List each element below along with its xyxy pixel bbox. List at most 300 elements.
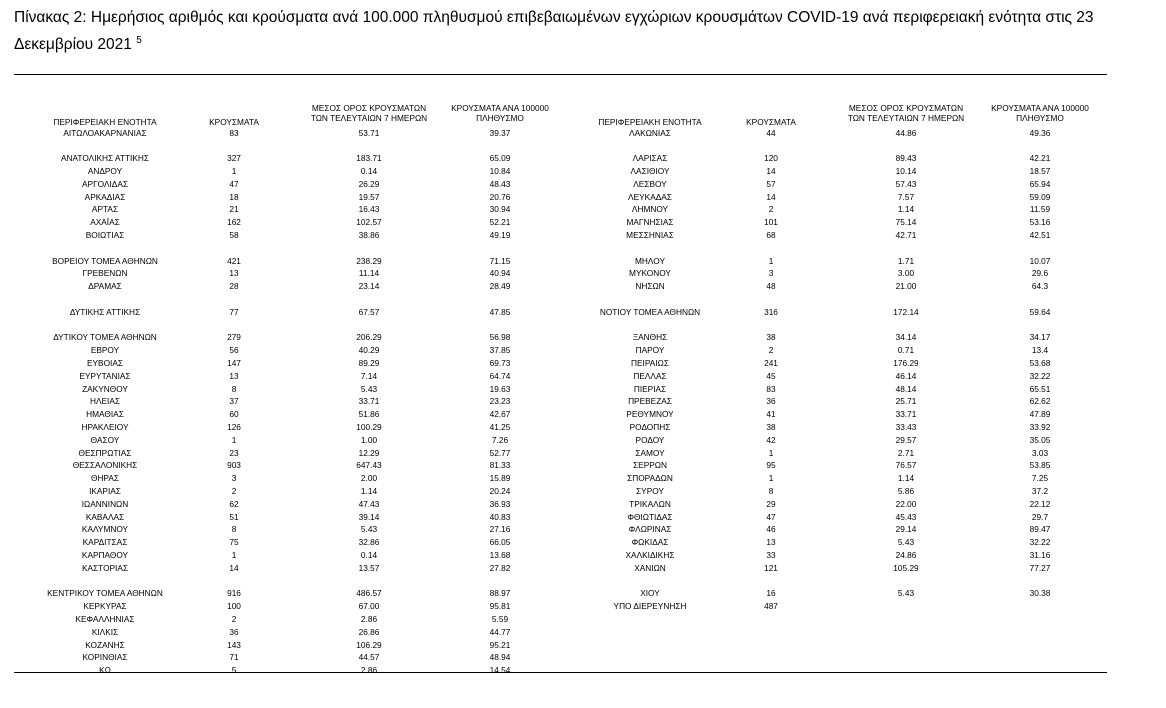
left-per100k-cell: 66.05 [489,537,511,548]
left-cases-cell: 36 [229,626,239,637]
right-per100k-cell: 29.7 [1031,511,1049,522]
right-cases-cell: 14 [766,191,776,202]
right-region-cell: ΣΥΡΟΥ [636,485,664,496]
right-region-cell: ΠΡΕΒΕΖΑΣ [628,396,672,407]
left-region-cell: ΚΑΡΔΙΤΣΑΣ [82,537,128,548]
right-cases-cell: 487 [764,601,778,612]
right-region-cell: ΛΕΥΚΑΔΑΣ [628,191,672,202]
left-cases-cell: 126 [227,421,241,432]
right-avg7-cell: 29.14 [895,524,917,535]
right-region-cell: ΧΑΝΙΩΝ [634,562,666,573]
right-region-cell: ΥΠΟ ΔΙΕΡΕΥΝΗΣΗ [613,601,687,612]
right-per100k-cell: 89.47 [1029,524,1051,535]
left-per100k-cell: 39.37 [489,127,511,138]
left-per100k-cell: 27.16 [489,524,511,535]
left-cases-cell: 421 [227,255,241,266]
right-avg7-cell: 21.00 [895,281,917,292]
right-avg7-cell: 176.29 [893,357,919,368]
right-per100k-cell: 37.2 [1031,485,1049,496]
right-cases-cell: 2 [768,345,774,356]
header-avg7-line2: ΤΩΝ ΤΕΛΕΥΤΑΙΩΝ 7 ΗΜΕΡΩΝ [847,113,965,123]
right-region-cell: ΦΩΚΙΔΑΣ [631,537,669,548]
left-cases-cell: 916 [227,588,241,599]
left-region-cell: ΑΡΚΑΔΙΑΣ [84,191,126,202]
right-cases-cell: 42 [766,434,776,445]
left-cases-cell: 71 [229,652,239,663]
left-region-cell: ΚΑΡΠΑΘΟΥ [81,549,129,560]
left-per100k-cell: 52.77 [489,447,511,458]
right-per100k-cell: 62.62 [1029,396,1051,407]
left-cases-cell: 18 [229,191,239,202]
left-cases-cell: 903 [227,460,241,471]
right-region-cell: ΛΗΜΝΟΥ [631,204,669,215]
left-avg7-cell: 67.00 [358,601,380,612]
left-avg7-cell: 11.14 [358,268,380,279]
right-cases-cell: 1 [768,447,774,458]
right-per100k-cell: 7.25 [1031,473,1049,484]
right-avg7-cell: 1.14 [897,204,915,215]
left-region-cell: ΔΥΤΙΚΗΣ ΑΤΤΙΚΗΣ [69,306,141,317]
left-cases-cell: 147 [227,357,241,368]
header-region-left: ΠΕΡΙΦΕΡΕΙΑΚΗ ΕΝΟΤΗΤΑ [53,117,157,127]
right-region-cell: ΡΕΘΥΜΝΟΥ [626,409,674,420]
left-region-cell: ΚΟΖΑΝΗΣ [85,639,125,650]
left-cases-cell: 8 [231,383,237,394]
left-per100k-cell: 15.89 [489,473,511,484]
right-cases-cell: 95 [766,460,776,471]
right-cases-cell: 8 [768,485,774,496]
header-per100k-right [970,103,1110,123]
left-per100k-cell: 10.84 [489,165,511,176]
right-avg7-cell: 3.00 [897,268,915,279]
right-cases-cell: 14 [766,165,776,176]
left-region-cell: ΕΥΒΟΙΑΣ [86,357,124,368]
left-cases-cell: 8 [231,524,237,535]
right-per100k-cell: 3.03 [1031,447,1049,458]
left-avg7-cell: 51.86 [358,409,380,420]
left-avg7-cell: 2.86 [360,665,378,676]
right-avg7-cell: 75.14 [895,217,917,228]
right-region-cell: ΤΡΙΚΑΛΩΝ [629,498,671,509]
right-per100k-cell: 30.38 [1029,588,1051,599]
left-cases-cell: 14 [229,562,239,573]
right-per100k-cell: 47.89 [1029,409,1051,420]
left-region-cell: ΚΑΒΑΛΑΣ [85,511,125,522]
right-cases-cell: 241 [764,357,778,368]
right-region-cell: ΜΗΛΟΥ [635,255,665,266]
left-avg7-cell: 183.71 [356,153,382,164]
left-cases-cell: 75 [229,537,239,548]
right-region-cell: ΛΑΚΩΝΙΑΣ [629,127,671,138]
left-per100k-cell: 40.94 [489,268,511,279]
right-cases-cell: 83 [766,383,776,394]
header-region-right: ΠΕΡΙΦΕΡΕΙΑΚΗ ΕΝΟΤΗΤΑ [598,117,702,127]
right-cases-cell: 33 [766,549,776,560]
left-region-cell: ΑΡΤΑΣ [91,204,119,215]
left-cases-cell: 143 [227,639,241,650]
right-avg7-cell: 33.71 [895,409,917,420]
right-cases-cell: 47 [766,511,776,522]
left-per100k-cell: 48.43 [489,178,511,189]
right-avg7-cell: 48.14 [895,383,917,394]
left-avg7-cell: 16.43 [358,204,380,215]
right-per100k-cell: 29.6 [1031,268,1049,279]
left-avg7-cell: 26.86 [358,626,380,637]
header-per100k-left [430,103,570,123]
left-per100k-cell: 56.98 [489,332,511,343]
left-per100k-cell: 95.21 [489,639,511,650]
left-region-cell: ΚΙΛΚΙΣ [91,626,119,637]
right-avg7-cell: 42.71 [895,229,917,240]
left-avg7-cell: 486.57 [356,588,382,599]
left-avg7-cell: 1.00 [360,434,378,445]
left-per100k-cell: 65.09 [489,153,511,164]
left-avg7-cell: 102.57 [356,217,382,228]
right-cases-cell: 38 [766,332,776,343]
left-cases-cell: 58 [229,229,239,240]
left-region-cell: ΚΕΦΑΛΛΗΝΙΑΣ [75,613,135,624]
left-cases-cell: 23 [229,447,239,458]
left-per100k-cell: 40.83 [489,511,511,522]
left-cases-cell: 1 [231,434,237,445]
left-cases-cell: 327 [227,153,241,164]
left-cases-cell: 37 [229,396,239,407]
right-cases-cell: 2 [768,204,774,215]
left-avg7-cell: 238.29 [356,255,382,266]
right-cases-cell: 1 [768,473,774,484]
right-per100k-cell: 32.22 [1029,370,1051,381]
right-per100k-cell: 18.57 [1029,165,1051,176]
left-cases-cell: 13 [229,370,239,381]
left-avg7-cell: 39.14 [358,511,380,522]
right-avg7-cell: 5.43 [897,537,915,548]
left-region-cell: ΚΩ [99,665,111,676]
right-avg7-cell: 22.00 [895,498,917,509]
header-per100k-line2: ΠΛΗΘΥΣΜΟ [476,113,524,123]
left-region-cell: ΖΑΚΥΝΘΟΥ [82,383,128,394]
header-avg7-line1: ΜΕΣΟΣ ΟΡΟΣ ΚΡΟΥΣΜΑΤΩΝ [848,103,964,113]
left-avg7-cell: 5.43 [360,524,378,535]
table-caption [14,6,1124,56]
right-avg7-cell: 1.71 [897,255,915,266]
left-region-cell: ΚΟΡΙΝΘΙΑΣ [82,652,128,663]
left-cases-cell: 279 [227,332,241,343]
right-region-cell: ΜΑΓΝΗΣΙΑΣ [626,217,674,228]
right-region-cell: ΦΛΩΡΙΝΑΣ [628,524,672,535]
left-region-cell: ΓΡΕΒΕΝΩΝ [82,268,128,279]
left-avg7-cell: 38.86 [358,229,380,240]
left-per100k-cell: 20.24 [489,485,511,496]
left-per100k-cell: 71.15 [489,255,511,266]
right-cases-cell: 29 [766,498,776,509]
left-region-cell: ΔΡΑΜΑΣ [88,281,122,292]
right-per100k-cell: 53.68 [1029,357,1051,368]
right-region-cell: ΜΕΣΣΗΝΙΑΣ [626,229,674,240]
left-cases-cell: 162 [227,217,241,228]
left-avg7-cell: 67.57 [358,306,380,317]
right-cases-cell: 101 [764,217,778,228]
left-avg7-cell: 89.29 [358,357,380,368]
right-per100k-cell: 33.92 [1029,421,1051,432]
right-cases-cell: 57 [766,178,776,189]
header-cases-right: ΚΡΟΥΣΜΑΤΑ [746,117,796,127]
left-avg7-cell: 26.29 [358,178,380,189]
left-avg7-cell: 100.29 [356,421,382,432]
right-avg7-cell: 10.14 [895,165,917,176]
right-per100k-cell: 49.36 [1029,127,1051,138]
right-region-cell: ΠΕΙΡΑΙΩΣ [631,357,669,368]
right-per100k-cell: 59.09 [1029,191,1051,202]
right-region-cell: ΠΙΕΡΙΑΣ [633,383,667,394]
right-region-cell: ΡΟΔΟΠΗΣ [629,421,671,432]
right-per100k-cell: 65.51 [1029,383,1051,394]
right-avg7-cell: 29.57 [895,434,917,445]
right-avg7-cell: 33.43 [895,421,917,432]
left-cases-cell: 62 [229,498,239,509]
left-region-cell: ΗΛΕΙΑΣ [89,396,121,407]
left-per100k-cell: 37.85 [489,345,511,356]
left-avg7-cell: 44.57 [358,652,380,663]
right-cases-cell: 45 [766,370,776,381]
left-region-cell: ΑΙΤΩΛΟΑΚΑΡΝΑΝΙΑΣ [63,127,147,138]
left-avg7-cell: 33.71 [358,396,380,407]
left-avg7-cell: 12.29 [358,447,380,458]
right-avg7-cell: 172.14 [893,306,919,317]
right-avg7-cell: 24.86 [895,549,917,560]
right-avg7-cell: 76.57 [895,460,917,471]
left-cases-cell: 13 [229,268,239,279]
left-cases-cell: 28 [229,281,239,292]
left-region-cell: ΚΑΣΤΟΡΙΑΣ [81,562,129,573]
left-per100k-cell: 47.85 [489,306,511,317]
right-per100k-cell: 65.94 [1029,178,1051,189]
left-per100k-cell: 14.54 [489,665,511,676]
left-avg7-cell: 13.57 [358,562,380,573]
header-cases-left: ΚΡΟΥΣΜΑΤΑ [209,117,259,127]
right-avg7-cell: 5.43 [897,588,915,599]
right-cases-cell: 121 [764,562,778,573]
right-cases-cell: 68 [766,229,776,240]
right-cases-cell: 120 [764,153,778,164]
left-per100k-cell: 69.73 [489,357,511,368]
right-avg7-cell: 7.57 [897,191,915,202]
left-cases-cell: 60 [229,409,239,420]
left-region-cell: ΘΑΣΟΥ [90,434,120,445]
left-per100k-cell: 7.26 [491,434,509,445]
left-cases-cell: 1 [231,165,237,176]
right-region-cell: ΦΘΙΩΤΙΔΑΣ [627,511,673,522]
left-region-cell: ΑΧΑΪΑΣ [90,217,120,228]
left-cases-cell: 1 [231,549,237,560]
left-per100k-cell: 13.68 [489,549,511,560]
right-cases-cell: 46 [766,524,776,535]
left-avg7-cell: 47.43 [358,498,380,509]
right-per100k-cell: 10.07 [1029,255,1051,266]
right-per100k-cell: 31.16 [1029,549,1051,560]
right-per100k-cell: 22.12 [1029,498,1051,509]
left-per100k-cell: 19.63 [489,383,511,394]
right-avg7-cell: 1.14 [897,473,915,484]
right-per100k-cell: 77.27 [1029,562,1051,573]
left-per100k-cell: 44.77 [489,626,511,637]
left-avg7-cell: 0.14 [360,165,378,176]
left-region-cell: ΒΟΡΕΙΟΥ ΤΟΜΕΑ ΑΘΗΝΩΝ [52,255,158,266]
right-per100k-cell: 34.17 [1029,332,1051,343]
left-avg7-cell: 32.86 [358,537,380,548]
right-per100k-cell: 42.51 [1029,229,1051,240]
left-per100k-cell: 88.97 [489,588,511,599]
right-region-cell: ΞΑΝΘΗΣ [632,332,668,343]
left-per100k-cell: 23.23 [489,396,511,407]
right-cases-cell: 3 [768,268,774,279]
left-cases-cell: 100 [227,601,241,612]
table-top-rule [14,74,1107,75]
left-per100k-cell: 49.19 [489,229,511,240]
right-per100k-cell: 59.64 [1029,306,1051,317]
right-avg7-cell: 2.71 [897,447,915,458]
left-region-cell: ΕΥΡΥΤΑΝΙΑΣ [79,370,131,381]
left-cases-cell: 2 [231,485,237,496]
header-per100k-line1: ΚΡΟΥΣΜΑΤΑ ΑΝΑ 100000 [991,103,1089,113]
left-region-cell: ΚΕΡΚΥΡΑΣ [83,601,127,612]
right-region-cell: ΠΑΡΟΥ [635,345,665,356]
right-region-cell: ΝΟΤΙΟΥ ΤΟΜΕΑ ΑΘΗΝΩΝ [599,306,701,317]
right-cases-cell: 1 [768,255,774,266]
left-avg7-cell: 206.29 [356,332,382,343]
left-region-cell: ΗΜΑΘΙΑΣ [86,409,124,420]
left-cases-cell: 2 [231,613,237,624]
right-cases-cell: 13 [766,537,776,548]
left-per100k-cell: 48.94 [489,652,511,663]
left-cases-cell: 5 [231,665,237,676]
left-per100k-cell: 52.21 [489,217,511,228]
left-region-cell: ΘΗΡΑΣ [90,473,120,484]
left-region-cell: ΔΥΤΙΚΟΥ ΤΟΜΕΑ ΑΘΗΝΩΝ [53,332,157,343]
right-avg7-cell: 5.86 [897,485,915,496]
right-cases-cell: 41 [766,409,776,420]
header-avg7-right [833,103,979,123]
left-region-cell: ΑΡΓΟΛΙΔΑΣ [82,178,128,189]
left-avg7-cell: 53.71 [358,127,380,138]
right-region-cell: ΧΙΟΥ [640,588,660,599]
left-cases-cell: 21 [229,204,239,215]
left-cases-cell: 56 [229,345,239,356]
right-avg7-cell: 25.71 [895,396,917,407]
right-per100k-cell: 35.05 [1029,434,1051,445]
left-region-cell: ΙΚΑΡΙΑΣ [89,485,121,496]
right-region-cell: ΛΕΣΒΟΥ [633,178,667,189]
right-per100k-cell [970,601,1110,611]
right-per100k-cell: 42.21 [1029,153,1051,164]
left-region-cell: ΕΒΡΟΥ [90,345,120,356]
right-region-cell: ΛΑΣΙΘΙΟΥ [630,165,670,176]
left-per100k-cell: 5.59 [491,613,509,624]
right-cases-cell: 38 [766,421,776,432]
header-avg7-line2: ΤΩΝ ΤΕΛΕΥΤΑΙΩΝ 7 ΗΜΕΡΩΝ [310,113,428,123]
left-per100k-cell: 81.33 [489,460,511,471]
right-region-cell: ΛΑΡΙΣΑΣ [632,153,668,164]
left-avg7-cell: 1.14 [360,485,378,496]
left-avg7-cell: 40.29 [358,345,380,356]
header-per100k-line1: ΚΡΟΥΣΜΑΤΑ ΑΝΑ 100000 [451,103,549,113]
left-cases-cell: 3 [231,473,237,484]
left-per100k-cell: 64.74 [489,370,511,381]
left-per100k-cell: 20.76 [489,191,511,202]
right-per100k-cell: 53.16 [1029,217,1051,228]
table-bottom-rule [14,672,1107,673]
right-per100k-cell: 13.4 [1031,345,1049,356]
right-per100k-cell: 32.22 [1029,537,1051,548]
left-region-cell: ΑΝΑΤΟΛΙΚΗΣ ΑΤΤΙΚΗΣ [60,153,150,164]
right-cases-cell: 48 [766,281,776,292]
right-cases-cell: 316 [764,306,778,317]
header-per100k-line2: ΠΛΗΘΥΣΜΟ [1016,113,1064,123]
left-region-cell: ΒΟΙΩΤΙΑΣ [85,229,125,240]
left-region-cell: ΘΕΣΣΑΛΟΝΙΚΗΣ [72,460,138,471]
right-region-cell: ΣΑΜΟΥ [635,447,665,458]
left-per100k-cell: 36.93 [489,498,511,509]
header-avg7-line1: ΜΕΣΟΣ ΟΡΟΣ ΚΡΟΥΣΜΑΤΩΝ [311,103,427,113]
left-avg7-cell: 647.43 [356,460,382,471]
left-cases-cell: 47 [229,178,239,189]
left-region-cell: ΙΩΑΝΝΙΝΩΝ [81,498,129,509]
left-avg7-cell: 106.29 [356,639,382,650]
right-avg7-cell: 34.14 [895,332,917,343]
right-region-cell: ΝΗΣΩΝ [635,281,665,292]
left-avg7-cell: 19.57 [358,191,380,202]
right-avg7-cell: 89.43 [895,153,917,164]
right-avg7-cell: 0.71 [897,345,915,356]
right-per100k-cell: 64.3 [1031,281,1049,292]
left-avg7-cell: 23.14 [358,281,380,292]
left-per100k-cell: 42.67 [489,409,511,420]
left-per100k-cell: 41.25 [489,421,511,432]
right-avg7-cell: 105.29 [893,562,919,573]
caption-text: Πίνακας 2: Ημερήσιος αριθμός και κρούσματα ανά 100.000 πληθυσμού επιβεβαιωμένων εγχώριων κρουσμάτων COVID-19 ανά περιφερειακή ενότητα στις 23 Δεκεμβρίου 2021 [14,9,1094,54]
left-region-cell: ΚΕΝΤΡΙΚΟΥ ΤΟΜΕΑ ΑΘΗΝΩΝ [47,588,163,599]
footnote-marker: 5 [136,35,142,46]
left-per100k-cell: 30.94 [489,204,511,215]
right-avg7-cell: 46.14 [895,370,917,381]
right-avg7-cell: 44.86 [895,127,917,138]
right-region-cell: ΧΑΛΚΙΔΙΚΗΣ [625,549,675,560]
right-cases-cell: 44 [766,127,776,138]
right-cases-cell: 36 [766,396,776,407]
left-avg7-cell: 0.14 [360,549,378,560]
left-region-cell: ΚΑΛΥΜΝΟΥ [81,524,129,535]
left-region-cell: ΘΕΣΠΡΩΤΙΑΣ [78,447,132,458]
right-region-cell: ΣΕΡΡΩΝ [633,460,667,471]
left-avg7-cell: 5.43 [360,383,378,394]
right-region-cell: ΡΟΔΟΥ [635,434,665,445]
right-region-cell: ΣΠΟΡΑΔΩΝ [627,473,673,484]
left-avg7-cell: 2.00 [360,473,378,484]
left-avg7-cell: 2.86 [360,613,378,624]
left-region-cell: ΑΝΔΡΟΥ [87,165,123,176]
right-avg7-cell [833,601,979,611]
header-avg7-left [296,103,442,123]
left-per100k-cell: 28.49 [489,281,511,292]
left-avg7-cell: 7.14 [360,370,378,381]
left-cases-cell: 51 [229,511,239,522]
left-per100k-cell: 95.81 [489,601,511,612]
right-per100k-cell: 11.59 [1029,204,1051,215]
right-per100k-cell: 53.85 [1029,460,1051,471]
right-region-cell: ΠΕΛΛΑΣ [633,370,667,381]
right-avg7-cell: 45.43 [895,511,917,522]
left-region-cell: ΗΡΑΚΛΕΙΟΥ [81,421,129,432]
left-cases-cell: 77 [229,306,239,317]
